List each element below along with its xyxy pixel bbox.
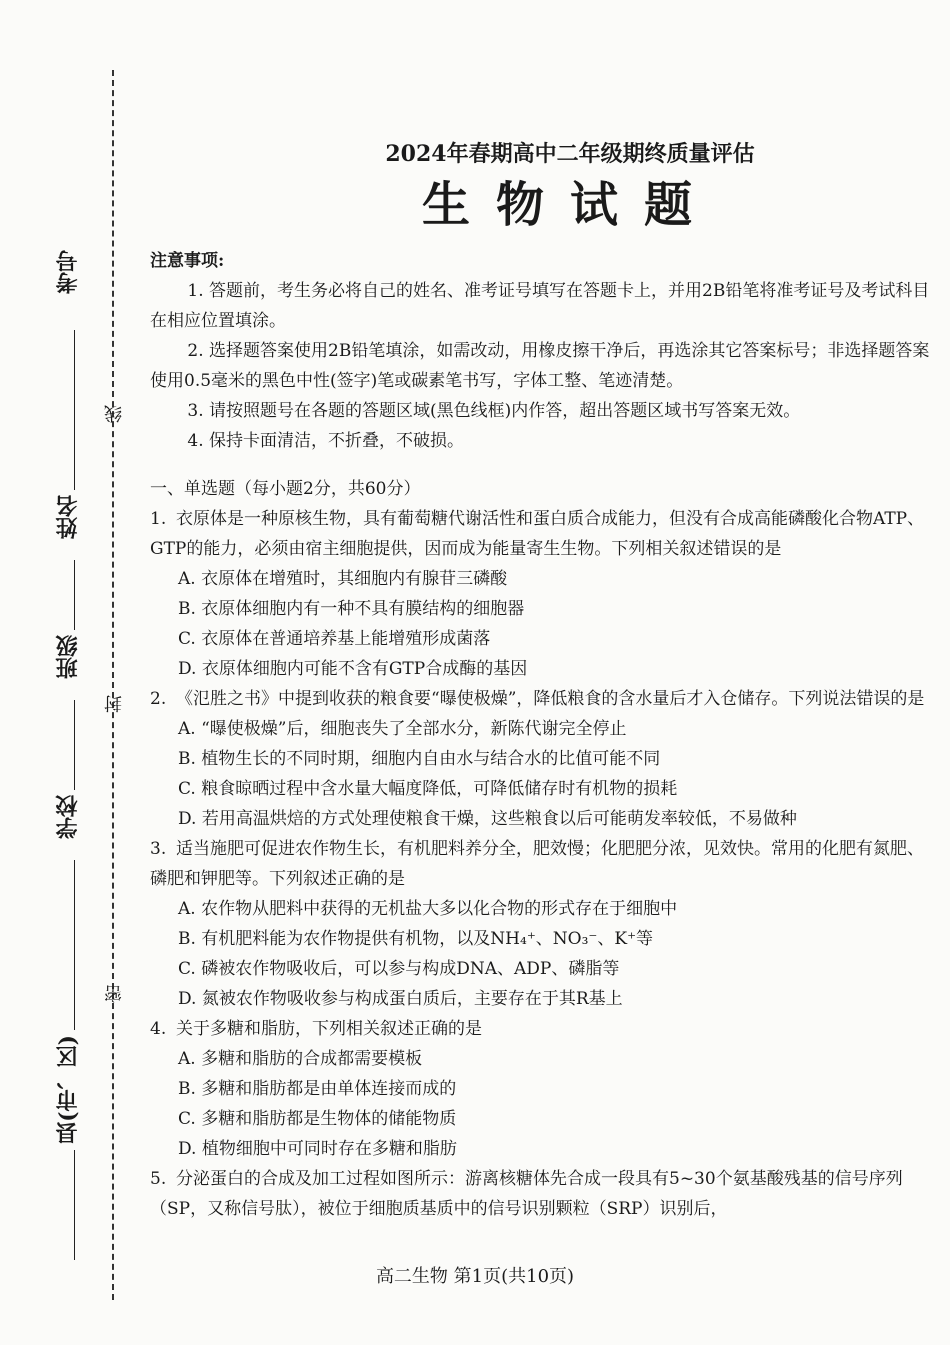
page-footer: 高二生物 第1页(共10页): [375, 1266, 575, 1287]
option-d: D. 植物细胞中可同时存在多糖和脂肪: [178, 1139, 457, 1159]
question-2: [150, 684, 930, 834]
option-a: A. 衣原体在增殖时，其细胞内有腺苷三磷酸: [178, 569, 508, 589]
school-label: 学校: [55, 795, 81, 839]
cut-mark-secret: 密: [104, 985, 125, 1003]
name-label: 姓名: [55, 495, 81, 539]
notice-item: 3. 请按照题号在各题的答题区域(黑色线框)内作答，超出答题区域书写答案无效。: [187, 401, 801, 421]
question-stem: 关于多糖和脂肪，下列相关叙述正确的是: [176, 1019, 482, 1039]
option-c: C. 多糖和脂肪都是生物体的储能物质: [178, 1109, 457, 1129]
option-c: C. 粮食晾晒过程中含水量大幅度降低，可降低储存时有机物的损耗: [178, 779, 678, 799]
option-c: C. 衣原体在普通培养基上能增殖形成菌落: [178, 629, 491, 649]
exam-no-blank: [74, 330, 75, 490]
question-4: [150, 1014, 930, 1164]
question-number: 1.: [150, 509, 167, 529]
option-b: B. 衣原体细胞内有一种不具有膜结构的细胞器: [178, 599, 525, 619]
section-heading: 一、单选题（每小题2分，共60分）: [150, 479, 421, 499]
question-stem: 《氾胜之书》中提到收获的粮食要“曝使极燥”，降低粮食的含水量后才入仓储存。下列说法错误的是: [176, 689, 925, 709]
option-d: D. 若用高温烘焙的方式处理使粮食干燥，这些粮食以后可能萌发率较低，不易做种: [178, 809, 797, 829]
question-stem: 分泌蛋白的合成及加工过程如图所示：游离核糖体先合成一段具有5~30个氨基酸残基的信号序列（SP，又称信号肽），被位于细胞质基质中的信号识别颗粒（SRP）识别后，: [150, 1169, 903, 1219]
question-3: [150, 834, 930, 1014]
county-blank: [74, 1150, 75, 1260]
option-b: B. 多糖和脂肪都是由单体连接而成的: [178, 1079, 457, 1099]
notice-item: 1. 答题前，考生务必将自己的姓名、准考证号填写在答题卡上，并用2B铅笔将准考证号及考试科目在相应位置填涂。: [150, 281, 930, 331]
option-d: D. 氮被农作物吸收参与构成蛋白质后，主要存在于其R基上: [178, 989, 623, 1009]
option-b: B. 有机肥料能为农作物提供有机物，以及NH₄⁺、NO₃⁻、K⁺等: [178, 929, 654, 949]
question-number: 4.: [150, 1019, 167, 1039]
county-label: 县(市、区): [55, 1035, 81, 1144]
class-blank: [74, 700, 75, 790]
option-b: B. 植物生长的不同时期，细胞内自由水与结合水的比值可能不同: [178, 749, 661, 769]
name-blank: [74, 560, 75, 630]
exam-title: 生物试题: [421, 177, 718, 233]
option-a: A. 农作物从肥料中获得的无机盐大多以化合物的形式存在于细胞中: [178, 899, 678, 919]
question-number: 3.: [150, 839, 167, 859]
option-a: A. 多糖和脂肪的合成都需要模板: [178, 1049, 423, 1069]
question-1: [150, 504, 930, 684]
option-a: A. “曝使极燥”后，细胞丧失了全部水分，新陈代谢完全停止: [178, 719, 627, 739]
option-c: C. 磷被农作物吸收后，可以参与构成DNA、ADP、磷脂等: [178, 959, 620, 979]
binding-margin: [0, 0, 130, 1345]
question-number: 5.: [150, 1169, 167, 1189]
cut-mark-seal: 封: [104, 695, 125, 713]
question-5: [150, 1164, 930, 1224]
cut-dashed-line: [112, 70, 114, 1300]
school-blank: [74, 860, 75, 1030]
question-number: 2.: [150, 689, 167, 709]
exam-content: [150, 140, 930, 1224]
question-stem: 适当施肥可促进农作物生长，有机肥料养分全，肥效慢；化肥肥分浓，见效快。常用的化肥有氮肥、磷肥和钾肥等。下列叙述正确的是: [150, 839, 924, 889]
notice-heading: 注意事项:: [150, 251, 225, 271]
option-d: D. 衣原体细胞内可能不含有GTP合成酶的基因: [178, 659, 528, 679]
exam-no-label: 考号: [55, 250, 81, 294]
cut-mark-line: 线: [104, 405, 125, 423]
notice-item: 4. 保持卡面清洁，不折叠，不破损。: [187, 431, 465, 451]
exam-subtitle: 2024年春期高中二年级期终质量评估: [385, 141, 755, 167]
class-label: 班级: [55, 635, 81, 679]
notice-item: 2. 选择题答案使用2B铅笔填涂，如需改动，用橡皮擦干净后，再选涂其它答案标号；非选择题答案使用0.5毫米的黑色中性(签字)笔或碳素笔书写，字体工整、笔迹清楚。: [150, 341, 930, 391]
question-stem: 衣原体是一种原核生物，具有葡萄糖代谢活性和蛋白质合成能力，但没有合成高能磷酸化合物ATP、GTP的能力，必须由宿主细胞提供，因而成为能量寄生生物。下列相关叙述错误的是: [150, 509, 925, 559]
